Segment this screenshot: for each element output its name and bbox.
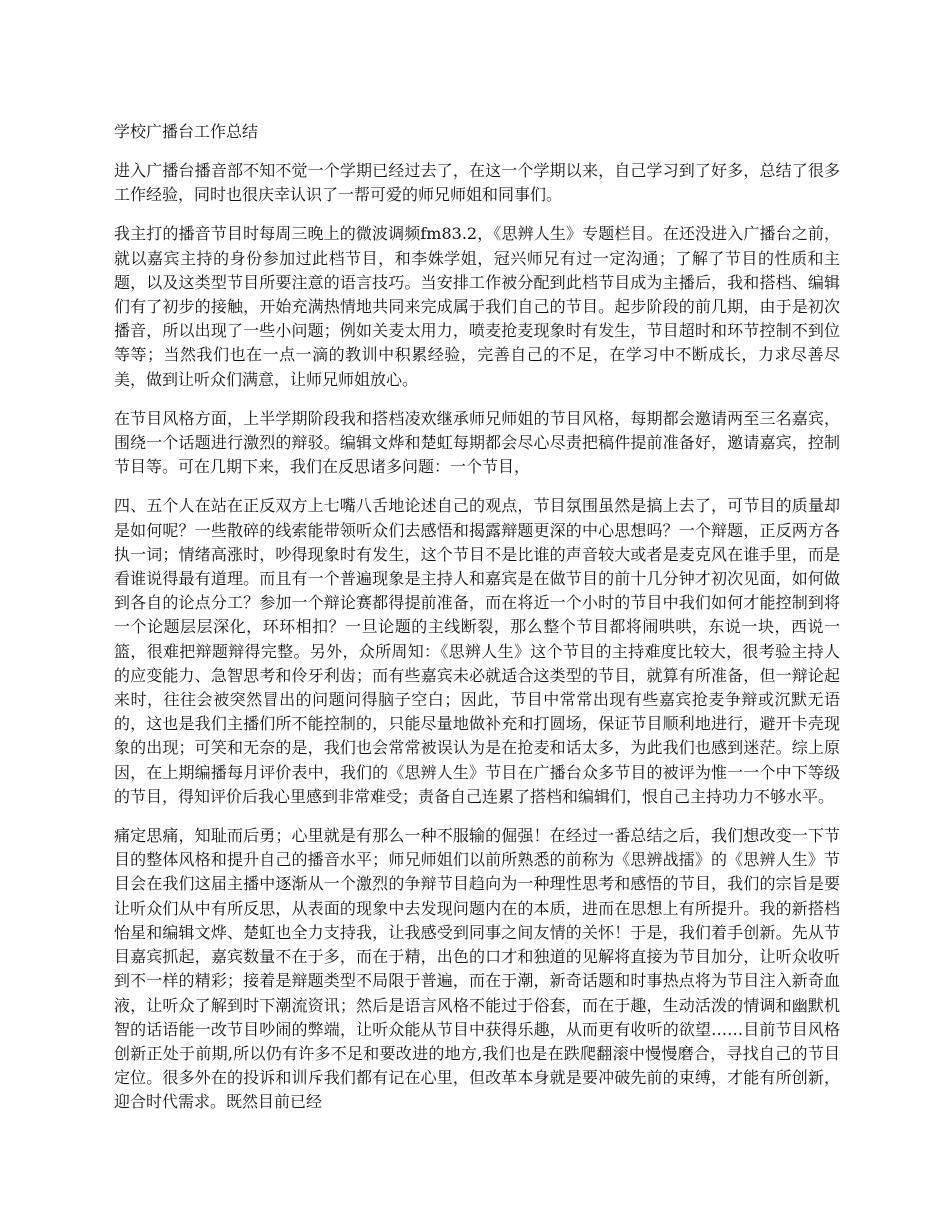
paragraph-problems: 四、五个人在站在正反双方上七嘴八舌地论述自己的观点，节目氛围虽然是搞上去了，可节目的质量却是如何呢？一些散碎的线索能带领听众们去感悟和揭露辩题更深的中心思想吗？一个辩题，正反两方各执一词；情绪高涨时，吵得现象时有发生，这个节目不是比谁的声音较大或者是麦克风在谁手里，而是看谁说得最有道理。而且有一个普遍现象是主持人和嘉宾是在做节目的前十几分钟才初次见面，如何做到各自的论点分工？参加一个辩论赛都得提前准备，而在将近一个小时的节目中我们如何才能控制到将一个论题层层深化，环环相扣？一旦论题的主线断裂，那么整个节目都将闹哄哄，东说一块，西说一篮，很难把辩题辩得完整。另外，众所周知：《思辨人生》这个节目的主持难度比较大，很考验主持人的应变能力、急智思考和伶牙利齿；而有些嘉宾未必就适合这类型的节目，就算有所准备，但一辩论起来时，往往会被突然冒出的问题问得脑子空白；因此，节目中常常出现有些嘉宾抢麦争辩或沉默无语的，这也是我们主播们所不能控制的，只能尽量地做补充和打圆场，保证节目顺利地进行，避开卡壳现象的出现；可笑和无奈的是，我们也会常常被误认为是在抢麦和话太多，为此我们也感到迷茫。综上原因，在上期编播每月评价表中，我们的《思辨人生》节目在广播台众多节目的被评为惟一一个中下等级的节目，得知评价后我心里感到非常难受；责备自己连累了搭档和编辑们，恨自己主持功力不够水平。 (114, 496, 840, 806)
paragraph-intro: 进入广播台播音部不知不觉一个学期已经过去了，在这一个学期以来，自己学习到了好多，总结了很多工作经验，同时也很庆幸认识了一帮可爱的师兄师姐和同事们。 (114, 161, 840, 205)
paragraph-program: 我主打的播音节目时每周三晚上的微波调频fm83.2，《思辨人生》专题栏目。在还没进入广播台之前，就以嘉宾主持的身份参加过此档节目，和李姝学姐，冠兴师兄有过一定沟通；了解了节目的性质和主题，以及这类型节目所要注意的语言技巧。当安排工作被分配到此档节目成为主播后，我和搭档、编辑们有了初步的接触，开始充满热情地共同来完成属于我们自己的节目。起步阶段的前几期，由于是初次播音，所以出现了一些小问题；例如关麦太用力，喷麦抢麦现象时有发生，节目超时和环节控制不到位等等；当然我们也在一点一滴的教训中积累经验，完善自己的不足，在学习中不断成长，力求尽善尽美，做到让听众们满意，让师兄师姐放心。 (114, 224, 840, 389)
document-title: 学校广播台工作总结 (114, 122, 259, 141)
document-page (114, 120, 840, 1130)
paragraph-innovation: 痛定思痛，知耻而后勇；心里就是有那么一种不服输的倔强！在经过一番总结之后，我们想改变一下节目的整体风格和提升自己的播音水平；师兄师姐们以前所熟悉的前称为《思辨战擂》的《思辨人生》节目会在我们这届主播中逐渐从一个激烈的争辩节目趋向为一种理性思考和感悟的节目，我们的宗旨是要让听众们从中有所反思，从表面的现象中去发现问题内在的本质，进而在思想上有所提升。我的新搭档怡星和编辑文烨、楚虹也全力支持我，让我感受到同事之间友情的关怀！于是，我们着手创新。先从节目嘉宾抓起，嘉宾数量不在于多，而在于精，出色的口才和独道的见解将直接为节目加分，让听众收听到不一样的精彩；接着是辩题类型不局限于普遍，而在于潮，新奇话题和时事热点将为节目注入新奇血液，让听众了解到时下潮流资讯；然后是语言风格不能过于俗套，而在于趣，生动活泼的情调和幽默机智的话语能一改节目吵闹的弊端，让听众能从节目中获得乐趣，从而更有收听的欲望……目前节目风格创新正处于前期,所以仍有许多不足和要改进的地方,我们也是在跌爬翻滚中慢慢磨合，寻找自己的节目定位。很多外在的投诉和训斥我们都有记在心里，但改革本身就是要冲破先前的束缚，才能有所创新，迎合时代需求。既然目前已经 (114, 826, 840, 1112)
paragraph-style: 在节目风格方面，上半学期阶段我和搭档凌欢继承师兄师姐的节目风格，每期都会邀请两至三名嘉宾，围绕一个话题进行激烈的辩驳。编辑文烨和楚虹每期都会尽心尽责把稿件提前准备好，邀请嘉宾，控制节目等。可在几期下来，我们在反思诸多问题：一个节目， (114, 408, 840, 477)
